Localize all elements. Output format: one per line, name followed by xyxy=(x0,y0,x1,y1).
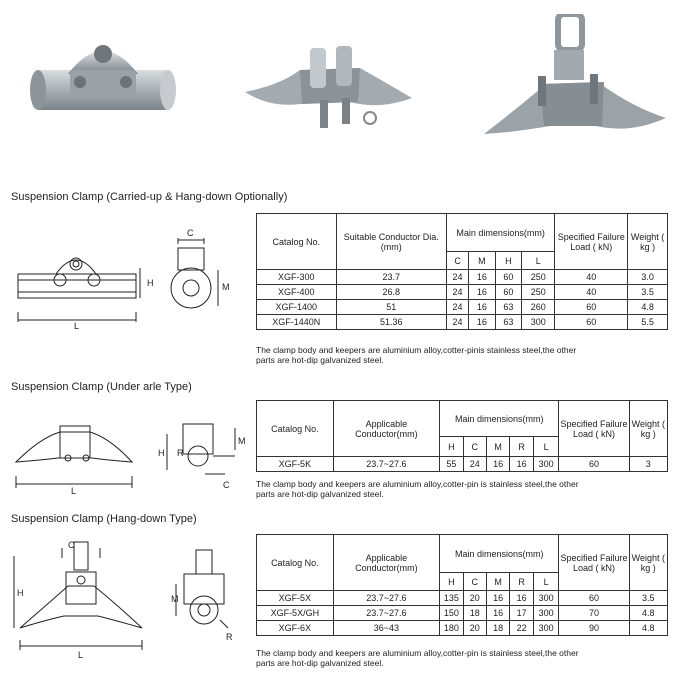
spec-table-under-arle xyxy=(256,400,668,472)
header-dim-col: L xyxy=(533,573,559,591)
header-failure-load: Specified Failure Load ( kN) xyxy=(559,535,629,591)
table-cell: 4.8 xyxy=(628,300,668,315)
header-dim-col: H xyxy=(440,437,463,457)
header-weight: Weight ( kg ) xyxy=(629,401,667,457)
table-cell: 60 xyxy=(559,457,629,472)
clamp-photo-hang-down xyxy=(480,14,670,146)
table-cell: 17 xyxy=(510,606,533,621)
table-cell: 150 xyxy=(440,606,463,621)
drawing-side-under-arle xyxy=(155,418,245,500)
table-cell: 23.7~27.6 xyxy=(333,591,439,606)
table-cell: 16 xyxy=(469,315,496,330)
header-dim-col: R xyxy=(510,573,533,591)
table-cell: 3.0 xyxy=(628,270,668,285)
table-cell: 20 xyxy=(463,621,486,636)
dim-label-M: M xyxy=(171,594,179,604)
table-cell: 3.5 xyxy=(629,591,667,606)
table-row xyxy=(257,300,668,315)
table-cell: 60 xyxy=(495,270,522,285)
spec-table-carried-up xyxy=(256,213,668,330)
header-dim-col: L xyxy=(522,252,555,270)
table-cell: 16 xyxy=(510,457,533,472)
header-catalog: Catalog No. xyxy=(257,535,334,591)
dim-label-R: R xyxy=(177,448,184,458)
table-cell: 24 xyxy=(447,300,469,315)
table-cell: 23.7~27.6 xyxy=(333,606,439,621)
table-cell: XGF-5K xyxy=(257,457,334,472)
table-cell: 300 xyxy=(522,315,555,330)
table-cell: 135 xyxy=(440,591,463,606)
dim-label-C: C xyxy=(68,540,75,550)
table-cell: 26.8 xyxy=(336,285,446,300)
spec-table-hang-down xyxy=(256,534,668,636)
table-row xyxy=(257,457,668,472)
table-cell: 60 xyxy=(555,315,628,330)
table-cell: 36~43 xyxy=(333,621,439,636)
table-cell: 16 xyxy=(469,285,496,300)
table-cell: 16 xyxy=(510,591,533,606)
table-cell: 4.8 xyxy=(629,621,667,636)
table-row xyxy=(257,591,668,606)
table-cell: XGF-5X/GH xyxy=(257,606,334,621)
dim-label-C: C xyxy=(223,480,230,490)
dim-label-L: L xyxy=(78,650,84,660)
header-failure-load: Specified Failure Load ( kN) xyxy=(559,401,629,457)
header-conductor: Suitable Conductor Dia.(mm) xyxy=(336,214,446,270)
header-dim-col: C xyxy=(447,252,469,270)
dim-label-L: L xyxy=(71,486,77,496)
header-conductor: Applicable Conductor(mm) xyxy=(333,401,439,457)
table-cell: 55 xyxy=(440,457,463,472)
table-cell: 40 xyxy=(555,270,628,285)
table-row xyxy=(257,315,668,330)
dim-label-M: M xyxy=(222,282,230,292)
table-cell: 24 xyxy=(447,315,469,330)
table-cell: 70 xyxy=(559,606,629,621)
table-cell: 24 xyxy=(447,270,469,285)
table-cell: 5.5 xyxy=(628,315,668,330)
table-cell: 18 xyxy=(486,621,509,636)
table-cell: 40 xyxy=(555,285,628,300)
table-cell: 300 xyxy=(533,606,559,621)
header-dim-col: R xyxy=(510,437,533,457)
drawing-front-under-arle xyxy=(10,418,140,500)
header-main-dimensions: Main dimensions(mm) xyxy=(447,214,555,252)
table-cell: 4.8 xyxy=(629,606,667,621)
table-cell: XGF-400 xyxy=(257,285,337,300)
section-title-hang-down: Suspension Clamp (Hang-down Type) xyxy=(11,513,197,525)
header-conductor: Applicable Conductor(mm) xyxy=(333,535,439,591)
table-cell: XGF-1440N xyxy=(257,315,337,330)
header-dim-col: C xyxy=(463,437,486,457)
clamp-photo-carried-up xyxy=(28,30,178,128)
section-title-under-arle: Suspension Clamp (Under arle Type) xyxy=(11,381,192,393)
table-cell: 51 xyxy=(336,300,446,315)
header-dim-col: M xyxy=(486,573,509,591)
header-dim-col: L xyxy=(533,437,559,457)
table-cell: 18 xyxy=(463,606,486,621)
table-cell: 180 xyxy=(440,621,463,636)
dim-label-H: H xyxy=(147,278,154,288)
table-row xyxy=(257,285,668,300)
dim-label-L: L xyxy=(74,321,80,331)
header-main-dimensions: Main dimensions(mm) xyxy=(440,535,559,573)
table-cell: 60 xyxy=(555,300,628,315)
dim-label-M: M xyxy=(238,436,245,446)
table-cell: 23.7~27.6 xyxy=(333,457,439,472)
table-cell: 24 xyxy=(463,457,486,472)
header-failure-load: Specified Failure Load ( kN) xyxy=(555,214,628,270)
header-main-dimensions: Main dimensions(mm) xyxy=(440,401,559,437)
table-cell: 16 xyxy=(486,606,509,621)
dim-label-C: C xyxy=(187,228,194,238)
table-cell: 16 xyxy=(486,591,509,606)
drawing-front-carried-up xyxy=(10,246,160,338)
table-cell: 51.36 xyxy=(336,315,446,330)
table-cell: 60 xyxy=(495,285,522,300)
table-cell: 300 xyxy=(533,621,559,636)
table-cell: 90 xyxy=(559,621,629,636)
header-dim-col: M xyxy=(469,252,496,270)
drawing-side-hang-down xyxy=(170,544,240,644)
table-cell: 16 xyxy=(469,300,496,315)
table-cell: 300 xyxy=(533,591,559,606)
header-catalog: Catalog No. xyxy=(257,401,334,457)
table-cell: 16 xyxy=(469,270,496,285)
table-cell: 23.7 xyxy=(336,270,446,285)
header-weight: Weight ( kg ) xyxy=(628,214,668,270)
table-cell: 63 xyxy=(495,315,522,330)
table-row xyxy=(257,621,668,636)
material-note-under-arle: The clamp body and keepers are aluminium alloy,cotter-pin is stainless steel,the other parts are hot-dip galvanized steel. xyxy=(256,479,579,499)
header-weight: Weight ( kg ) xyxy=(629,535,667,591)
table-cell: 3.5 xyxy=(628,285,668,300)
table-cell: 24 xyxy=(447,285,469,300)
table-cell: 16 xyxy=(486,457,509,472)
table-cell: 250 xyxy=(522,270,555,285)
header-dim-col: H xyxy=(440,573,463,591)
table-cell: XGF-300 xyxy=(257,270,337,285)
dim-label-R: R xyxy=(226,632,233,642)
clamp-photo-under-arle xyxy=(240,30,415,140)
table-row xyxy=(257,606,668,621)
table-cell: 260 xyxy=(522,300,555,315)
drawing-side-carried-up xyxy=(160,226,240,326)
dim-label-H: H xyxy=(17,588,24,598)
dim-label-H: H xyxy=(158,448,165,458)
table-cell: 22 xyxy=(510,621,533,636)
table-row xyxy=(257,270,668,285)
table-cell: XGF-6X xyxy=(257,621,334,636)
header-catalog: Catalog No. xyxy=(257,214,337,270)
material-note-hang-down: The clamp body and keepers are aluminium alloy,cotter-pin is stainless steel,the other parts are hot-dip galvanized steel. xyxy=(256,648,579,668)
table-cell: XGF-1400 xyxy=(257,300,337,315)
table-cell: 63 xyxy=(495,300,522,315)
material-note-carried-up: The clamp body and keepers are aluminium alloy,cotter-pinis stainless steel,the other parts are hot-dip galvanized steel. xyxy=(256,345,577,365)
header-dim-col: H xyxy=(495,252,522,270)
table-cell: 20 xyxy=(463,591,486,606)
header-dim-col: M xyxy=(486,437,509,457)
table-cell: XGF-5X xyxy=(257,591,334,606)
table-cell: 300 xyxy=(533,457,559,472)
table-cell: 250 xyxy=(522,285,555,300)
table-cell: 3 xyxy=(629,457,667,472)
section-title-carried-up: Suspension Clamp (Carried-up & Hang-down Optionally) xyxy=(11,191,288,203)
drawing-front-hang-down xyxy=(10,536,150,664)
header-dim-col: C xyxy=(463,573,486,591)
table-cell: 60 xyxy=(559,591,629,606)
